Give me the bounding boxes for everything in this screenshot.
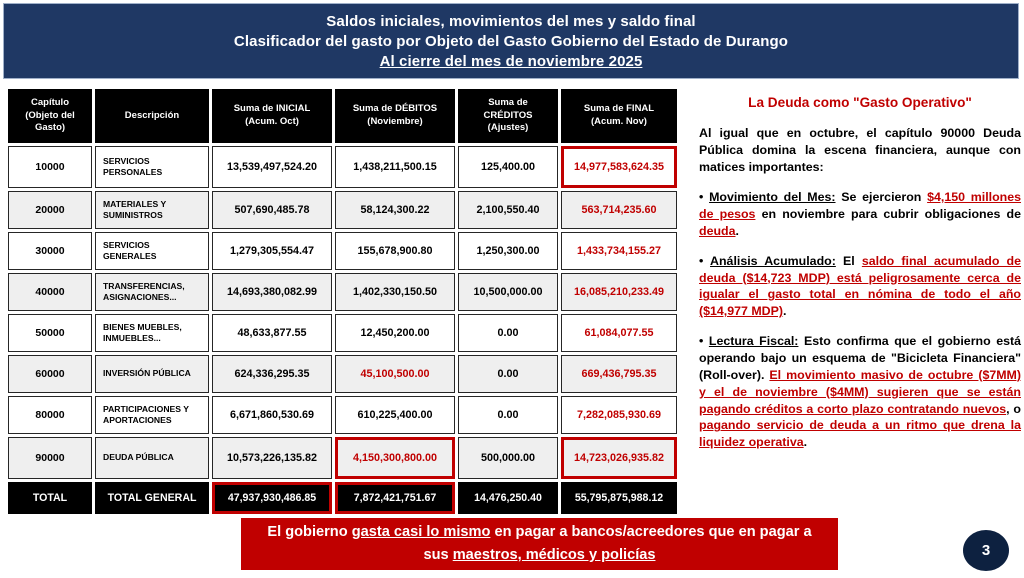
cell-final: 61,084,077.55 [561, 314, 677, 352]
cell-capitulo: 90000 [8, 437, 92, 479]
cell-final-highlighted: 14,977,583,624.35 [561, 146, 677, 188]
budget-table [5, 86, 680, 517]
cell-debitos: 12,450,200.00 [335, 314, 455, 352]
cell-capitulo: 60000 [8, 355, 92, 393]
conclusion-banner [241, 518, 838, 570]
cell-inicial: 14,693,380,082.99 [212, 273, 332, 311]
cell-creditos: 0.00 [458, 355, 558, 393]
col-header-capitulo: Capítulo (Objeto del Gasto) [8, 89, 92, 143]
col-header-descripcion: Descripción [95, 89, 209, 143]
cell-capitulo: 10000 [8, 146, 92, 188]
cell-inicial: 10,573,226,135.82 [212, 437, 332, 479]
col-header-final: Suma de FINAL (Acum. Nov) [561, 89, 677, 143]
cell-total-debitos-highlighted: 7,872,421,751.67 [335, 482, 455, 514]
cell-inicial: 624,336,295.35 [212, 355, 332, 393]
analysis-bullet-acumulado: • Análisis Acumulado: El saldo final acumulado de deuda ($14,723 MDP) está peligrosamente cerca de igualar el gasto total en nómina de todo el año ($14,977 MDP). [699, 253, 1022, 319]
analysis-bullet-lectura: • Lectura Fiscal: Esto confirma que el gobierno está operando bajo un esquema de "Bicicleta Financiera" (Roll-over). El movimiento masivo de octubre ($7MM) y el de noviembre ($4MM) sugieren que se están pagando créditos a corto plazo contratando nuevos, o pagando servicio de deuda a un ritmo que drena la liquidez operativa. [699, 334, 1022, 450]
table-row [8, 396, 677, 434]
cell-final: 1,433,734,155.27 [561, 232, 677, 270]
page-number: 3 [981, 542, 991, 559]
table-row [8, 273, 677, 311]
table-row [8, 232, 677, 270]
cell-debitos: 58,124,300.22 [335, 191, 455, 229]
analysis-bullet-movimiento: • Movimiento del Mes: Se ejercieron $4,150 millones de pesos en noviembre para cubrir obligaciones de deuda. [699, 190, 1022, 238]
col-header-inicial: Suma de INICIAL (Acum. Oct) [212, 89, 332, 143]
cell-debitos-highlighted: 4,150,300,800.00 [335, 437, 455, 479]
analysis-panel [699, 94, 1021, 464]
cell-debitos: 45,100,500.00 [335, 355, 455, 393]
title-line-3: Al cierre del mes de noviembre 2025 [379, 52, 643, 70]
cell-inicial: 507,690,485.78 [212, 191, 332, 229]
cell-capitulo: 40000 [8, 273, 92, 311]
cell-total-descripcion: TOTAL GENERAL [95, 482, 209, 514]
cell-debitos: 610,225,400.00 [335, 396, 455, 434]
cell-total-inicial-highlighted: 47,937,930,486.85 [212, 482, 332, 514]
cell-descripcion: MATERIALES Y SUMINISTROS [95, 191, 209, 229]
analysis-intro: Al igual que en octubre, el capítulo 90000 Deuda Pública domina la escena financiera, aunque con matices importantes: [699, 126, 1021, 175]
cell-debitos: 1,402,330,150.50 [335, 273, 455, 311]
cell-final: 16,085,210,233.49 [561, 273, 677, 311]
slide-title-band [3, 3, 1019, 79]
table-row [8, 355, 677, 393]
col-header-debitos: Suma de DÉBITOS (Noviembre) [335, 89, 455, 143]
title-line-2: Clasificador del gasto por Objeto del Gasto Gobierno del Estado de Durango [233, 32, 789, 50]
table-row [8, 437, 677, 479]
table-row [8, 191, 677, 229]
cell-inicial: 13,539,497,524.20 [212, 146, 332, 188]
cell-inicial: 6,671,860,530.69 [212, 396, 332, 434]
cell-final: 669,436,795.35 [561, 355, 677, 393]
table-row [8, 146, 677, 188]
cell-debitos: 155,678,900.80 [335, 232, 455, 270]
cell-final: 7,282,085,930.69 [561, 396, 677, 434]
table-row [8, 314, 677, 352]
cell-total-final: 55,795,875,988.12 [561, 482, 677, 514]
cell-inicial: 1,279,305,554.47 [212, 232, 332, 270]
cell-capitulo: 20000 [8, 191, 92, 229]
cell-capitulo: 50000 [8, 314, 92, 352]
cell-total-creditos: 14,476,250.40 [458, 482, 558, 514]
cell-inicial: 48,633,877.55 [212, 314, 332, 352]
page-number-badge [963, 530, 1009, 571]
budget-table-container [5, 86, 680, 517]
col-header-creditos: Suma de CRÉDITOS (Ajustes) [458, 89, 558, 143]
cell-capitulo: 30000 [8, 232, 92, 270]
conclusion-banner-text: El gobierno gasta casi lo mismo en pagar a bancos/acreedores que en pagar a sus maestros, médicos y policías [267, 523, 812, 563]
cell-descripcion: TRANSFERENCIAS, ASIGNACIONES... [95, 273, 209, 311]
cell-capitulo: 80000 [8, 396, 92, 434]
cell-creditos: 2,100,550.40 [458, 191, 558, 229]
cell-creditos: 10,500,000.00 [458, 273, 558, 311]
cell-creditos: 500,000.00 [458, 437, 558, 479]
cell-creditos: 1,250,300.00 [458, 232, 558, 270]
cell-final-highlighted: 14,723,026,935.82 [561, 437, 677, 479]
analysis-title: La Deuda como "Gasto Operativo" [748, 95, 972, 110]
table-total-row [8, 482, 677, 514]
cell-creditos: 0.00 [458, 396, 558, 434]
cell-creditos: 125,400.00 [458, 146, 558, 188]
cell-debitos: 1,438,211,500.15 [335, 146, 455, 188]
table-header-row [8, 89, 677, 143]
cell-descripcion: PARTICIPACIONES Y APORTACIONES [95, 396, 209, 434]
cell-final: 563,714,235.60 [561, 191, 677, 229]
title-line-1: Saldos iniciales, movimientos del mes y saldo final [326, 12, 696, 30]
cell-descripcion: BIENES MUEBLES, INMUEBLES... [95, 314, 209, 352]
cell-descripcion: SERVICIOS GENERALES [95, 232, 209, 270]
cell-creditos: 0.00 [458, 314, 558, 352]
cell-total-label: TOTAL [8, 482, 92, 514]
cell-descripcion: DEUDA PÚBLICA [95, 437, 209, 479]
cell-descripcion: INVERSIÓN PÚBLICA [95, 355, 209, 393]
cell-descripcion: SERVICIOS PERSONALES [95, 146, 209, 188]
